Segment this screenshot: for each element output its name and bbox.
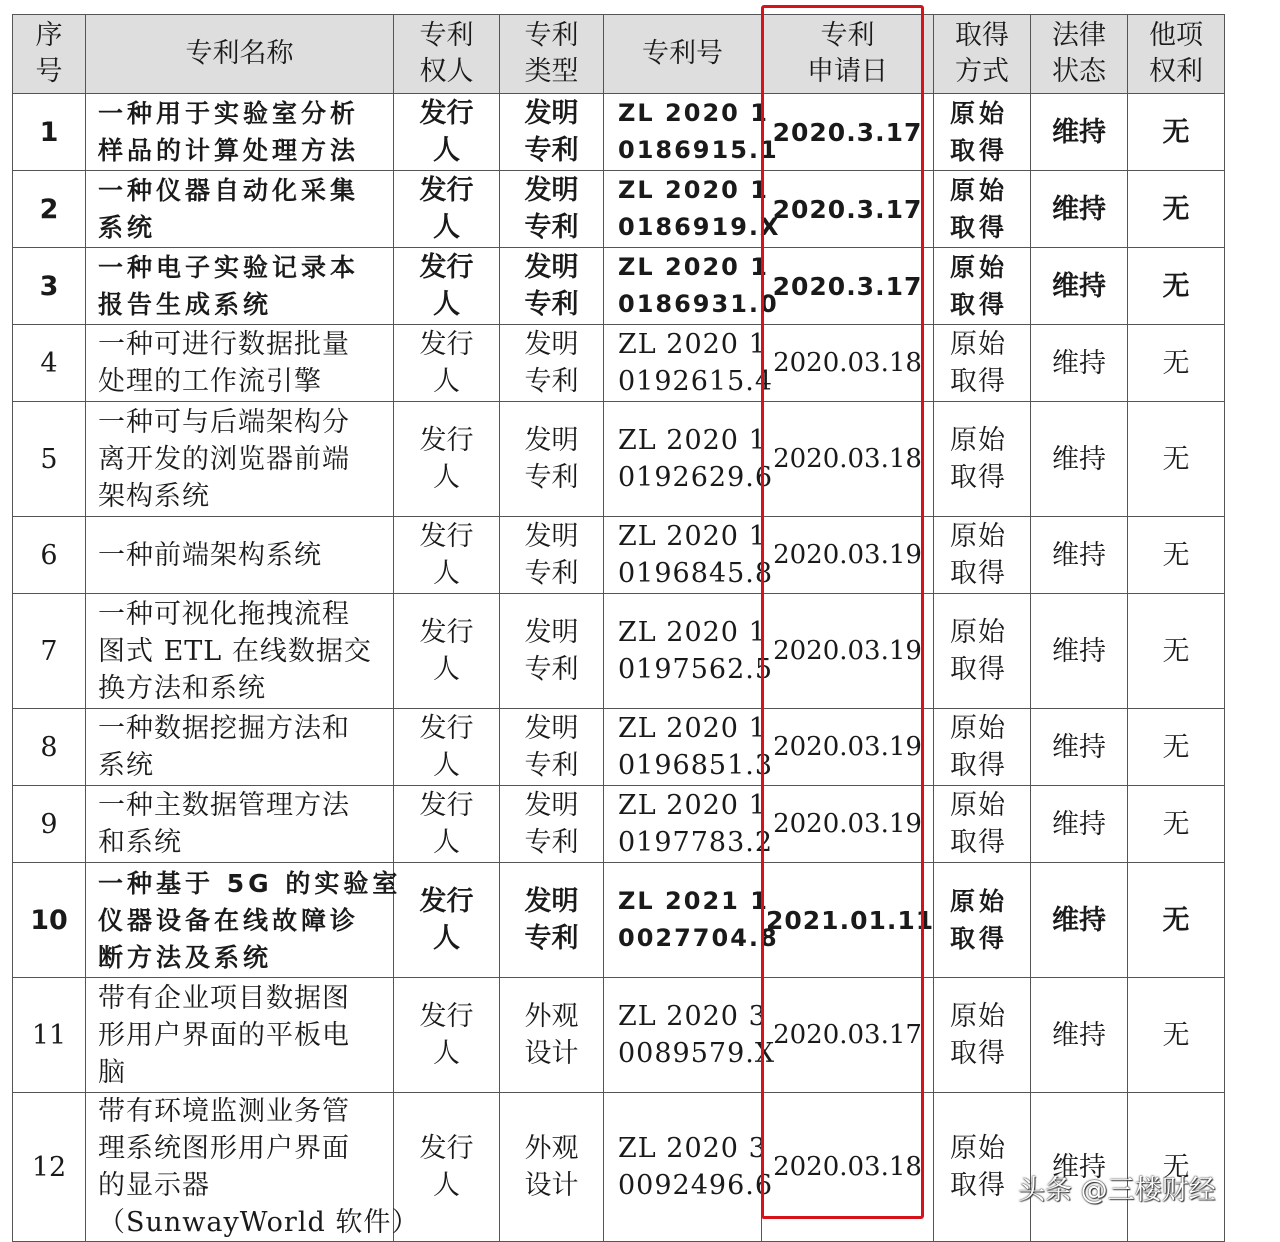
cell-other-rights: 无 [1128, 517, 1225, 594]
cell-seq: 12 [13, 1093, 86, 1242]
cell-seq: 8 [13, 709, 86, 786]
cell-seq: 5 [13, 402, 86, 517]
cell-patent-name-line: 仪器设备在线故障诊 [98, 905, 360, 935]
cell-patent-number [604, 94, 779, 171]
watermark-text: 头条 @三楼财经 [1018, 1175, 1216, 1206]
cell-type-line: 专利 [524, 366, 579, 397]
cell-patent-name-line: 一种基于 5G 的实验室 [98, 868, 402, 898]
header-name [86, 15, 394, 94]
cell-type-line: 外观 [524, 1133, 579, 1164]
cell-acquire-method-line: 取得 [950, 290, 1009, 319]
cell-patent-name [86, 1093, 420, 1242]
cell-patent-number [604, 786, 774, 863]
cell-patent-name-line: 图式 ETL 在线数据交 [98, 635, 372, 667]
cell-legal-status: 维持 [1031, 786, 1128, 863]
header-line: 号 [35, 56, 63, 87]
table-header-row [13, 15, 1225, 94]
header-line: 专利名称 [185, 38, 294, 69]
cell-acquire-method-line: 原始 [950, 425, 1006, 456]
header-date [762, 15, 934, 94]
table-row [13, 171, 1225, 248]
cell-acquire-method [934, 1093, 1031, 1242]
header-line: 状态 [1052, 56, 1106, 87]
cell-acquire-method [934, 978, 1031, 1093]
cell-type-line: 发明 [524, 617, 579, 648]
table-row [13, 517, 1225, 594]
cell-patent-number [604, 248, 779, 325]
cell-other-rights: 无 [1128, 978, 1225, 1093]
cell-patent-number-line: 0186915.1 [618, 136, 779, 164]
cell-type-line: 专利 [524, 135, 579, 166]
header-line: 类型 [524, 56, 579, 87]
cell-acquire-method [934, 325, 1031, 402]
cell-patent-name-line: 一种前端架构系统 [98, 539, 322, 571]
cell-owner [394, 248, 500, 325]
cell-other-rights: 无 [1128, 863, 1225, 978]
cell-patent-name-line: 理系统图形用户界面 [98, 1133, 350, 1164]
cell-patent-number [604, 517, 774, 594]
patent-table [12, 14, 1225, 1242]
cell-acquire-method [934, 248, 1031, 325]
cell-patent-number-line: ZL 2020 3 [618, 1001, 767, 1032]
cell-acquire-method-line: 取得 [950, 213, 1009, 242]
cell-patent-number-line: ZL 2020 1 [618, 790, 767, 821]
cell-owner-line: 发行 [419, 617, 474, 648]
cell-owner-line: 发行 [419, 790, 474, 821]
cell-application-date: 2020.03.17 [762, 978, 934, 1093]
cell-type [500, 978, 604, 1093]
cell-owner-line: 人 [433, 750, 460, 781]
cell-acquire-method-line: 取得 [950, 827, 1006, 858]
cell-patent-name-line: 一种可视化拖拽流程 [98, 598, 350, 630]
cell-acquire-method-line: 原始 [950, 521, 1006, 552]
cell-patent-number-line: 0186931.0 [618, 290, 779, 318]
cell-owner-line: 人 [433, 1038, 460, 1069]
cell-owner-line: 发行 [419, 329, 474, 360]
cell-application-date: 2020.3.17 [762, 94, 934, 171]
cell-owner-line: 发行 [419, 1001, 474, 1032]
cell-acquire-method-line: 原始 [950, 790, 1006, 821]
header-line: 专利 [419, 20, 474, 51]
cell-patent-name-line: 架构系统 [98, 480, 210, 512]
header-line: 专利号 [642, 38, 723, 69]
header-line: 申请日 [807, 56, 888, 87]
cell-owner-line: 人 [433, 135, 460, 166]
cell-legal-status: 维持 [1031, 517, 1128, 594]
cell-patent-name [86, 863, 402, 978]
cell-patent-number-line: ZL 2021 1 [618, 887, 769, 915]
cell-type [500, 248, 604, 325]
cell-acquire-method [934, 594, 1031, 709]
cell-acquire-method [934, 171, 1031, 248]
table-row [13, 325, 1225, 402]
cell-patent-number-line: 0197783.2 [618, 827, 774, 858]
cell-type-line: 发明 [524, 425, 579, 456]
cell-patent-number-line: 0196851.3 [618, 750, 774, 781]
cell-owner [394, 786, 500, 863]
cell-patent-name-line: 带有企业项目数据图 [98, 982, 350, 1014]
cell-patent-name-line: 样品的计算处理方法 [98, 136, 360, 165]
table-body [13, 94, 1225, 1242]
cell-other-rights: 无 [1128, 94, 1225, 171]
header-line: 法律 [1052, 20, 1106, 51]
cell-type-line: 发明 [524, 886, 579, 917]
header-number [604, 15, 762, 94]
cell-type [500, 1093, 604, 1242]
cell-patent-number-line: ZL 2020 3 [618, 1133, 767, 1164]
header-line: 方式 [955, 56, 1009, 87]
cell-owner-line: 发行 [419, 252, 474, 283]
cell-seq: 9 [13, 786, 86, 863]
cell-acquire-method [934, 709, 1031, 786]
cell-type [500, 594, 604, 709]
cell-patent-number [604, 863, 779, 978]
cell-patent-number [604, 1093, 774, 1242]
cell-legal-status: 维持 [1031, 94, 1128, 171]
table-row [13, 978, 1225, 1093]
cell-patent-name-line: 处理的工作流引擎 [98, 366, 322, 397]
cell-patent-number-line: ZL 2020 1 [618, 425, 767, 456]
cell-patent-number-line: 0089579.X [618, 1038, 776, 1069]
table-row [13, 1093, 1225, 1242]
cell-patent-name [86, 594, 394, 709]
cell-acquire-method-line: 原始 [950, 713, 1006, 744]
cell-patent-name [86, 709, 394, 786]
header-line: 取得 [955, 20, 1009, 51]
cell-other-rights: 无 [1128, 171, 1225, 248]
header-owner [394, 15, 500, 94]
cell-patent-name-line: 一种仪器自动化采集 [98, 176, 360, 205]
cell-type [500, 517, 604, 594]
cell-acquire-method-line: 原始 [950, 176, 1009, 205]
cell-patent-name-line: 报告生成系统 [98, 290, 273, 319]
cell-patent-name-line: 一种主数据管理方法 [98, 790, 350, 821]
table-row [13, 786, 1225, 863]
cell-legal-status: 维持 [1031, 402, 1128, 517]
cell-patent-number [604, 709, 774, 786]
cell-owner-line: 发行 [419, 886, 474, 917]
cell-owner [394, 978, 500, 1093]
cell-owner [394, 863, 500, 978]
cell-owner-line: 人 [433, 558, 460, 589]
cell-acquire-method [934, 94, 1031, 171]
cell-acquire-method-line: 取得 [950, 1170, 1006, 1201]
cell-patent-number-line: 0192629.6 [618, 462, 774, 493]
cell-patent-name-line: 形用户界面的平板电 [98, 1019, 350, 1051]
cell-legal-status: 维持 [1031, 248, 1128, 325]
cell-owner [394, 402, 500, 517]
cell-type-line: 发明 [524, 713, 579, 744]
cell-acquire-method-line: 取得 [950, 462, 1006, 493]
header-line: 他项 [1149, 20, 1203, 51]
cell-acquire-method-line: 原始 [950, 887, 1009, 916]
cell-type-line: 专利 [524, 750, 579, 781]
cell-patent-number [604, 325, 774, 402]
cell-type [500, 171, 604, 248]
cell-type-line: 设计 [524, 1038, 579, 1069]
cell-type [500, 709, 604, 786]
cell-seq: 7 [13, 594, 86, 709]
cell-owner [394, 171, 500, 248]
cell-application-date: 2021.01.11 [762, 863, 934, 978]
cell-acquire-method-line: 原始 [950, 329, 1006, 360]
cell-patent-name-line: 离开发的浏览器前端 [98, 443, 350, 475]
cell-type-line: 外观 [524, 1001, 579, 1032]
cell-patent-name-line: 的显示器 [98, 1170, 210, 1201]
cell-owner [394, 325, 500, 402]
cell-type-line: 设计 [524, 1170, 579, 1201]
cell-patent-name-line: 一种数据挖掘方法和 [98, 713, 350, 744]
cell-patent-number-line: ZL 2020 1 [618, 176, 769, 204]
cell-owner [394, 709, 500, 786]
cell-patent-number [604, 171, 781, 248]
cell-legal-status: 维持 [1031, 594, 1128, 709]
cell-type-line: 发明 [524, 98, 579, 129]
cell-patent-name-line: 脑 [98, 1056, 126, 1088]
cell-acquire-method-line: 取得 [950, 136, 1009, 165]
cell-patent-name [86, 978, 394, 1093]
cell-type-line: 发明 [524, 521, 579, 552]
cell-acquire-method-line: 原始 [950, 99, 1009, 128]
cell-acquire-method [934, 786, 1031, 863]
cell-other-rights: 无 [1128, 709, 1225, 786]
cell-application-date: 2020.03.19 [762, 786, 934, 863]
cell-type-line: 发明 [524, 252, 579, 283]
cell-patent-name-line: 系统 [98, 213, 157, 242]
cell-acquire-method-line: 原始 [950, 1001, 1006, 1032]
cell-seq: 2 [13, 171, 86, 248]
cell-patent-number-line: 0186919.X [618, 213, 781, 241]
table-row [13, 248, 1225, 325]
cell-seq: 4 [13, 325, 86, 402]
header-acquire [934, 15, 1031, 94]
cell-legal-status: 维持 [1031, 325, 1128, 402]
cell-other-rights: 无 [1128, 594, 1225, 709]
cell-patent-name [86, 248, 394, 325]
cell-patent-name-line: 和系统 [98, 827, 182, 858]
cell-other-rights: 无 [1128, 325, 1225, 402]
header-line: 专利 [820, 20, 875, 51]
cell-legal-status: 维持 [1031, 171, 1128, 248]
header-other [1128, 15, 1225, 94]
cell-type [500, 863, 604, 978]
cell-owner-line: 人 [433, 654, 460, 685]
cell-patent-name [86, 94, 394, 171]
cell-other-rights: 无 [1128, 1093, 1225, 1242]
cell-type [500, 786, 604, 863]
cell-patent-number-line: 0092496.6 [618, 1170, 774, 1201]
cell-patent-number-line: ZL 2020 1 [618, 253, 769, 281]
cell-patent-name [86, 517, 394, 594]
cell-application-date: 2020.3.17 [762, 171, 934, 248]
cell-patent-number-line: ZL 2020 1 [618, 99, 769, 127]
cell-owner-line: 发行 [419, 175, 474, 206]
table-row [13, 709, 1225, 786]
cell-legal-status: 维持 [1031, 709, 1128, 786]
cell-type-line: 发明 [524, 329, 579, 360]
cell-patent-name-line: 一种电子实验记录本 [98, 253, 360, 282]
cell-type-line: 专利 [524, 462, 579, 493]
cell-acquire-method-line: 取得 [950, 924, 1009, 953]
cell-other-rights: 无 [1128, 248, 1225, 325]
cell-application-date: 2020.03.18 [762, 402, 934, 517]
cell-owner [394, 94, 500, 171]
cell-type-line: 专利 [524, 654, 579, 685]
cell-owner-line: 人 [433, 212, 460, 243]
cell-owner-line: 发行 [419, 521, 474, 552]
cell-seq: 3 [13, 248, 86, 325]
header-line: 专利 [524, 20, 579, 51]
cell-acquire-method-line: 原始 [950, 617, 1006, 648]
cell-application-date: 2020.03.19 [762, 594, 934, 709]
cell-acquire-method-line: 取得 [950, 366, 1006, 397]
cell-seq: 10 [13, 863, 86, 978]
cell-seq: 6 [13, 517, 86, 594]
cell-seq: 1 [13, 94, 86, 171]
cell-owner-line: 人 [433, 923, 460, 954]
cell-patent-number-line: 0192615.4 [618, 366, 774, 397]
cell-owner-line: 发行 [419, 98, 474, 129]
cell-patent-number [604, 978, 776, 1093]
cell-legal-status: 维持 [1031, 1093, 1128, 1242]
cell-patent-number-line: ZL 2020 1 [618, 521, 767, 552]
cell-other-rights: 无 [1128, 786, 1225, 863]
cell-legal-status: 维持 [1031, 978, 1128, 1093]
cell-patent-name-line: 一种可与后端架构分 [98, 406, 350, 438]
cell-patent-number-line: 0197562.5 [618, 654, 774, 685]
cell-seq: 11 [13, 978, 86, 1093]
cell-patent-name [86, 402, 394, 517]
cell-type-line: 专利 [524, 558, 579, 589]
cell-patent-name-line: 一种可进行数据批量 [98, 329, 350, 360]
cell-owner-line: 人 [433, 827, 460, 858]
cell-owner-line: 人 [433, 366, 460, 397]
cell-acquire-method-line: 原始 [950, 1133, 1006, 1164]
cell-type-line: 发明 [524, 790, 579, 821]
cell-acquire-method-line: 取得 [950, 558, 1006, 589]
cell-patent-number-line: ZL 2020 1 [618, 329, 767, 360]
cell-type-line: 专利 [524, 212, 579, 243]
cell-type-line: 专利 [524, 827, 579, 858]
cell-acquire-method-line: 取得 [950, 1038, 1006, 1069]
table-row [13, 94, 1225, 171]
header-type [500, 15, 604, 94]
cell-patent-number-line: ZL 2020 1 [618, 617, 767, 648]
cell-acquire-method [934, 517, 1031, 594]
cell-legal-status: 维持 [1031, 863, 1128, 978]
cell-patent-name [86, 786, 394, 863]
cell-type-line: 专利 [524, 289, 579, 320]
cell-owner-line: 人 [433, 1170, 460, 1201]
cell-patent-name-line: 断方法及系统 [98, 942, 273, 972]
cell-application-date: 2020.03.18 [762, 1093, 934, 1242]
table-row [13, 594, 1225, 709]
cell-owner-line: 发行 [419, 713, 474, 744]
header-seq [13, 15, 86, 94]
cell-acquire-method [934, 402, 1031, 517]
cell-patent-name-line: 系统 [98, 750, 154, 781]
cell-type [500, 402, 604, 517]
cell-patent-name-line: 带有环境监测业务管 [98, 1096, 350, 1127]
cell-application-date: 2020.03.19 [762, 517, 934, 594]
cell-type [500, 94, 604, 171]
table-row [13, 863, 1225, 978]
cell-owner-line: 发行 [419, 425, 474, 456]
cell-patent-number-line: 0027704.8 [618, 924, 779, 952]
cell-patent-number-line: 0196845.8 [618, 558, 774, 589]
cell-application-date: 2020.03.19 [762, 709, 934, 786]
cell-application-date: 2020.3.17 [762, 248, 934, 325]
cell-owner-line: 人 [433, 462, 460, 493]
cell-patent-name-line: （SunwayWorld 软件） [98, 1207, 420, 1238]
header-line: 权利 [1149, 56, 1203, 87]
header-status [1031, 15, 1128, 94]
cell-other-rights: 无 [1128, 402, 1225, 517]
cell-owner-line: 人 [433, 289, 460, 320]
cell-patent-number [604, 594, 774, 709]
cell-acquire-method-line: 取得 [950, 654, 1006, 685]
cell-patent-name-line: 换方法和系统 [98, 672, 266, 704]
cell-patent-name [86, 325, 394, 402]
cell-patent-name [86, 171, 394, 248]
cell-patent-number [604, 402, 774, 517]
cell-owner [394, 594, 500, 709]
header-line: 权人 [419, 56, 474, 87]
cell-type [500, 325, 604, 402]
cell-application-date: 2020.03.18 [762, 325, 934, 402]
cell-owner [394, 517, 500, 594]
cell-patent-number-line: ZL 2020 1 [618, 713, 767, 744]
cell-patent-name-line: 一种用于实验室分析 [98, 99, 360, 128]
cell-type-line: 发明 [524, 175, 579, 206]
cell-owner-line: 发行 [419, 1133, 474, 1164]
table-row [13, 402, 1225, 517]
header-line: 序 [35, 20, 63, 51]
cell-acquire-method [934, 863, 1031, 978]
cell-acquire-method-line: 取得 [950, 750, 1006, 781]
cell-type-line: 专利 [524, 923, 579, 954]
cell-acquire-method-line: 原始 [950, 253, 1009, 282]
